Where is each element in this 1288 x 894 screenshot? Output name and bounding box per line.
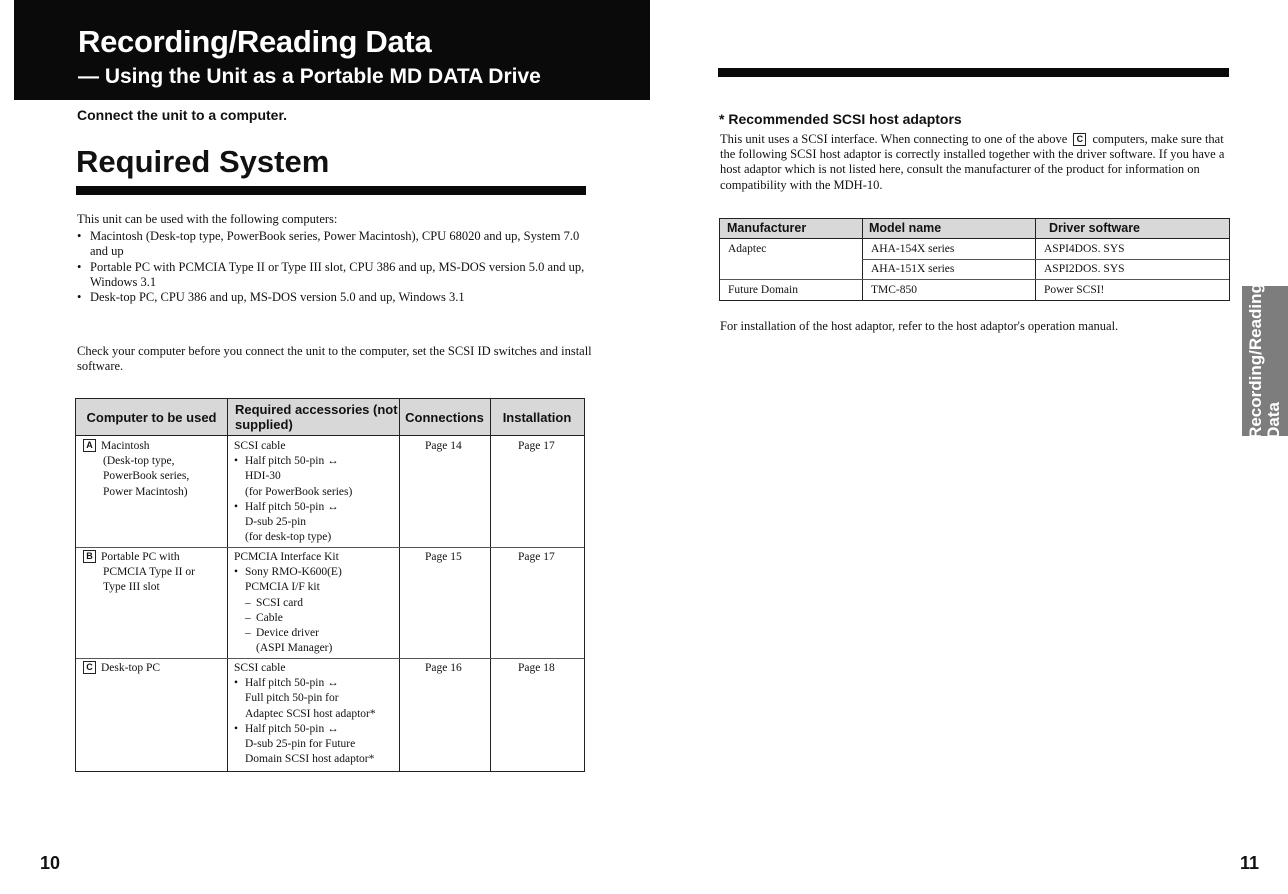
table-row-b-installation: Page 17 — [518, 551, 555, 563]
table-cell: AHA-154X series — [871, 243, 955, 255]
page-number-left: 10 — [40, 853, 61, 873]
table-header-computer: Computer to be used — [76, 399, 227, 436]
table-cell: ASPI4DOS. SYS — [1044, 243, 1125, 255]
chapter-header-band — [14, 0, 650, 100]
table-header-manufacturer: Manufacturer — [720, 219, 862, 239]
table-cell: ASPI2DOS. SYS — [1044, 263, 1125, 275]
adaptors-heading: * Recommended SCSI host adaptors — [719, 111, 962, 127]
host-adaptor-table — [719, 218, 1230, 301]
check-instructions: Check your computer before you connect the unit to the computer, set the SCSI ID switches and install software. — [77, 344, 592, 374]
adaptors-paragraph: This unit uses a SCSI interface. When connecting to one of the above C computers, make sure that the following SCSI host adaptor is correctly installed together with the driver software. If you have a host adaptor which is not listed here, consult the manufacturer of the product for information on compatibility with the MDH-10. — [720, 132, 1225, 192]
table-header-driver: Driver software — [1035, 219, 1229, 239]
table-row-a-connections: Page 14 — [425, 440, 462, 452]
table-header-accessories: Required accessories (not supplied) — [227, 399, 399, 436]
table-header-installation: Installation — [490, 399, 584, 436]
section-rule — [76, 186, 586, 195]
side-tab-label: Recording/Reading Data — [1246, 283, 1283, 439]
row-divider — [76, 547, 584, 548]
table-row-c-installation: Page 18 — [518, 662, 555, 674]
column-divider — [399, 399, 400, 771]
required-system-table — [75, 398, 585, 772]
section-heading: Required System — [76, 144, 330, 179]
column-divider — [227, 399, 228, 771]
table-header-connections: Connections — [399, 399, 490, 436]
row-divider — [720, 279, 1229, 280]
chapter-title: Recording/Reading Data — [78, 24, 432, 59]
table-row-b-computer: B Portable PC with PCMCIA Type II or Type III slot — [83, 550, 223, 596]
table-row-c-computer: C Desk-top PC — [83, 661, 223, 676]
install-note: For installation of the host adaptor, refer to the host adaptor's operation manual. — [720, 319, 1119, 333]
table-header-model: Model name — [862, 219, 1035, 239]
computer-list — [77, 229, 597, 305]
intro-text: This unit can be used with the following computers: — [77, 212, 338, 226]
table-cell: Future Domain — [728, 284, 798, 296]
row-divider — [76, 658, 584, 659]
computer-list-item: • Desk-top PC, CPU 386 and up, MS-DOS version 5.0 and up, Windows 3.1 — [77, 290, 597, 305]
letter-b-icon: B — [83, 550, 96, 563]
computer-list-item: • Macintosh (Desk-top type, PowerBook series, Power Macintosh), CPU 68020 and up, System 7.0 and up — [77, 229, 597, 259]
table-row-c-accessories: SCSI cable • Half pitch 50-pin ↔ Full pitch 50-pin for Adaptec SCSI host adaptor* • Half pitch 50-pin ↔ D-sub 25-pin for Future Domain SCSI host adaptor* — [234, 661, 396, 767]
row-divider — [862, 259, 1229, 260]
chapter-side-tab — [1242, 283, 1288, 439]
column-divider — [490, 399, 491, 771]
letter-a-icon: A — [83, 439, 96, 452]
table-cell: Adaptec — [728, 243, 767, 255]
intro-block — [77, 212, 597, 305]
table-cell: Power SCSI! — [1044, 284, 1105, 296]
letter-c-icon: C — [83, 661, 96, 674]
section-rule — [718, 68, 1229, 77]
computer-list-item: • Portable PC with PCMCIA Type II or Type III slot, CPU 386 and up, MS-DOS version 5.0 and up, Windows 3.1 — [77, 260, 597, 290]
table-row-a-accessories: SCSI cable • Half pitch 50-pin ↔ HDI-30 (for PowerBook series) • Half pitch 50-pin ↔ D-sub 25-pin (for desk-top type) — [234, 439, 396, 545]
table-row-a-computer: A Macintosh (Desk-top type, PowerBook series, Power Macintosh) — [83, 439, 223, 500]
letter-c-icon: C — [1073, 133, 1086, 146]
table-row-a-installation: Page 17 — [518, 440, 555, 452]
chapter-subtitle: — Using the Unit as a Portable MD DATA Drive — [78, 65, 541, 88]
table-row-c-connections: Page 16 — [425, 662, 462, 674]
table-cell: AHA-151X series — [871, 263, 955, 275]
table-cell: TMC-850 — [871, 284, 917, 296]
table-row-b-accessories: PCMCIA Interface Kit • Sony RMO-K600(E) PCMCIA I/F kit – SCSI card – Cable – Device driver (ASPI Manager) — [234, 550, 396, 656]
table-row-b-connections: Page 15 — [425, 551, 462, 563]
page-number-right: 11 — [1240, 853, 1260, 873]
step-heading: Connect the unit to a computer. — [77, 107, 288, 123]
